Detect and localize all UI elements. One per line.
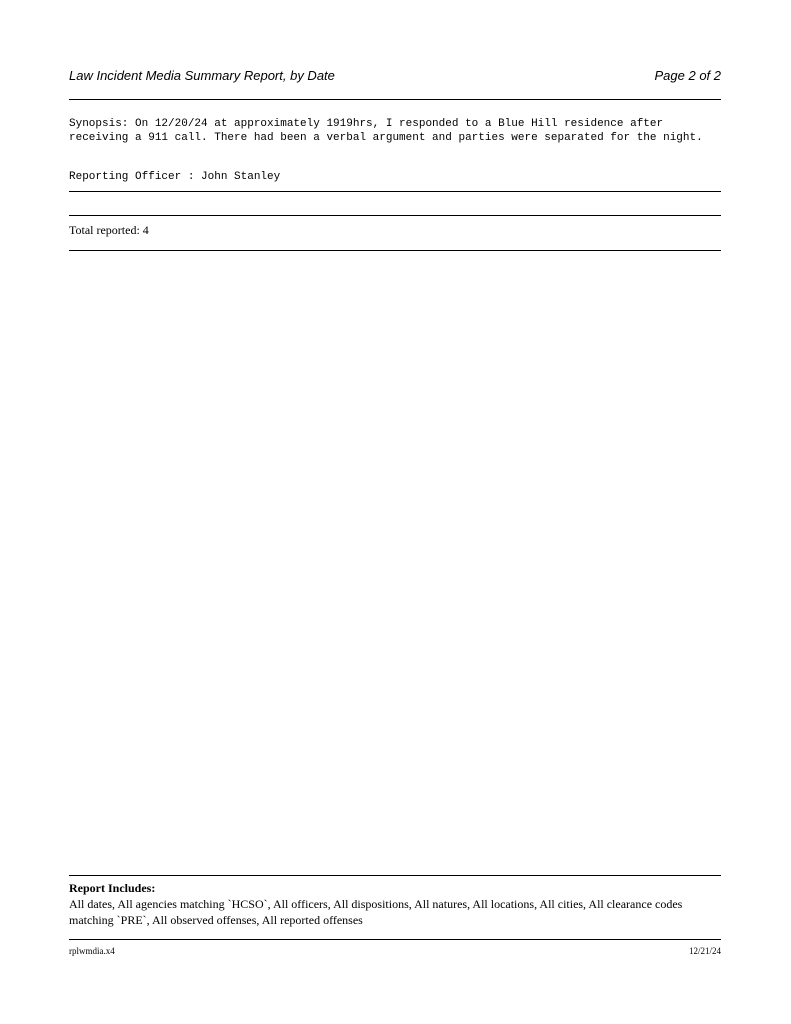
report-includes-text: All dates, All agencies matching `HCSO`, All officers, All dispositions, All natures, All locations, All cities, All clearance codes matching `PRE`, All observed offenses, All reported offenses [69, 897, 683, 927]
summary-divider-bottom [69, 250, 721, 251]
summary-divider-top [69, 215, 721, 216]
page-number: Page 2 of 2 [654, 68, 721, 83]
report-title: Law Incident Media Summary Report, by Date [69, 68, 335, 83]
reporting-officer: Reporting Officer : John Stanley [69, 171, 281, 183]
report-includes-label: Report Includes: [69, 881, 156, 895]
print-date: 12/21/24 [688, 946, 721, 956]
header-divider [69, 99, 721, 100]
program-id: rplwmdia.x4 [69, 946, 115, 956]
includes-divider-top [69, 875, 721, 876]
footer-divider [69, 939, 721, 940]
total-reported: Total reported: 4 [69, 223, 149, 237]
report-includes [69, 880, 721, 928]
synopsis-text: Synopsis: On 12/20/24 at approximately 1919hrs, I responded to a Blue Hill residence after receiving a 911 call. There had been a verbal argument and parties were separated for the night. [69, 118, 703, 144]
record-divider-bottom [69, 191, 721, 192]
